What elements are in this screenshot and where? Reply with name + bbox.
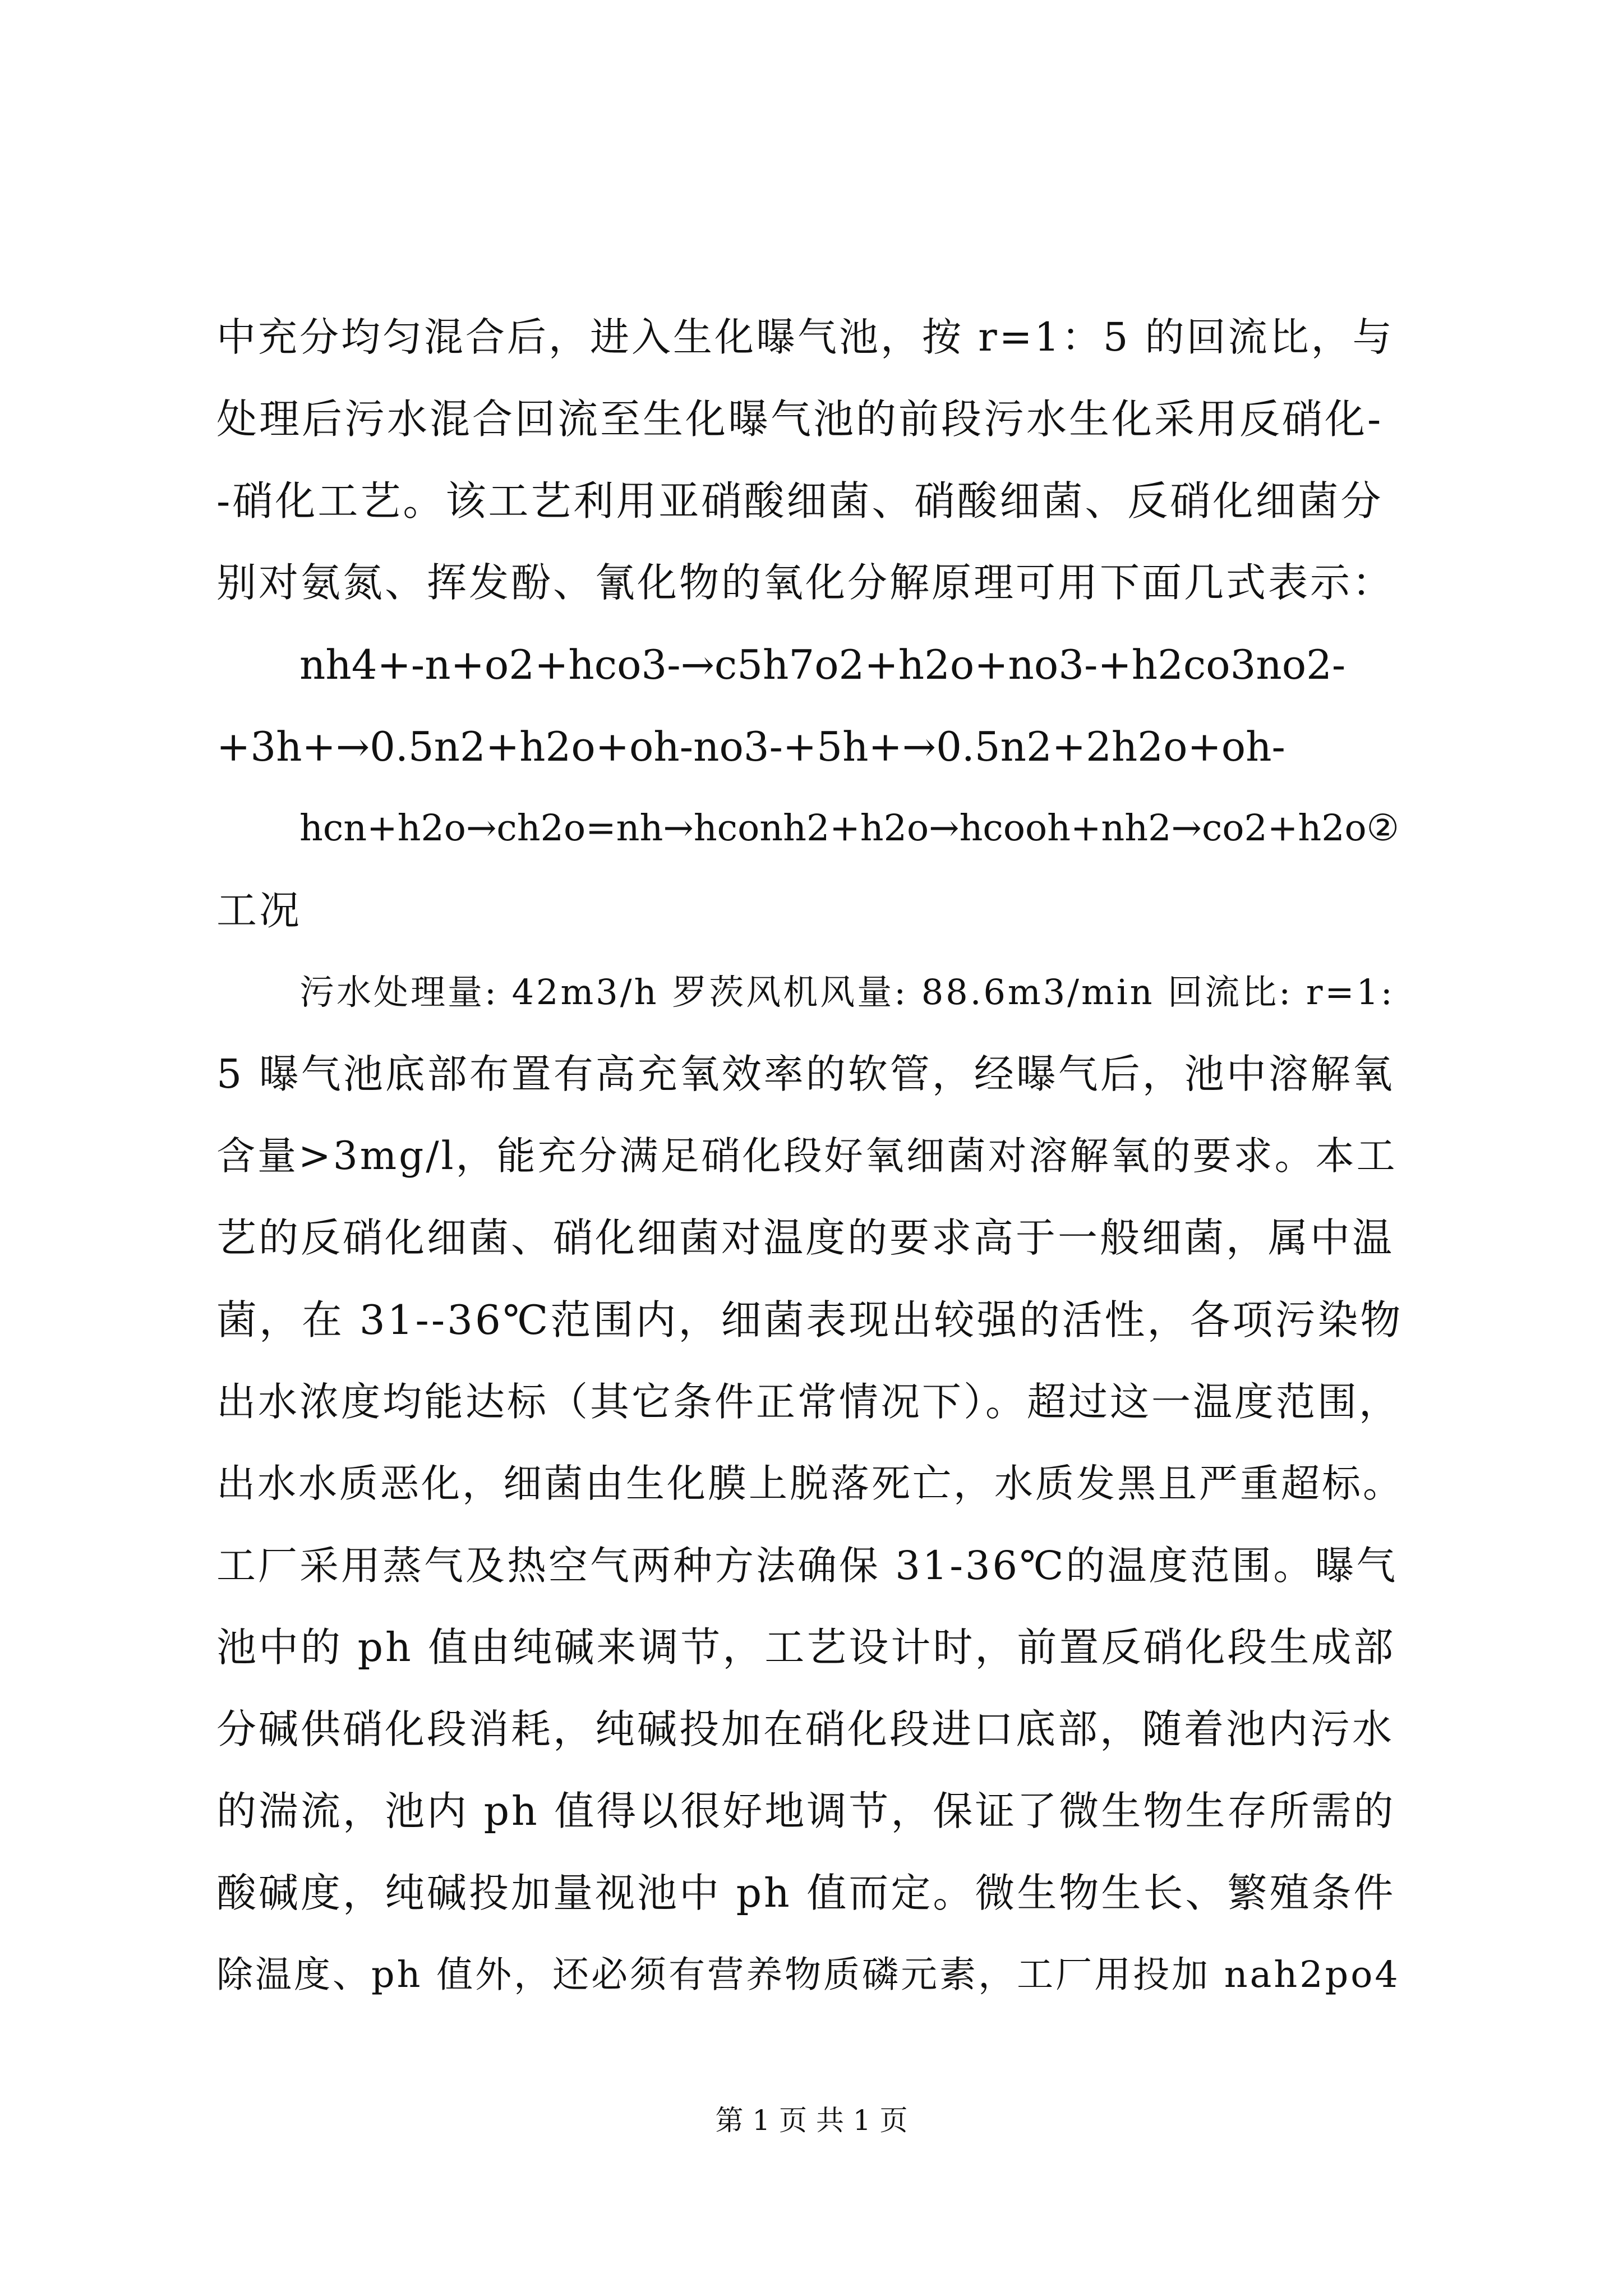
text-line: 中充分均匀混合后，进入生化曝气池，按 r=1：5 的回流比，与 — [216, 314, 1394, 360]
section-heading: 工况 — [216, 887, 302, 934]
text-line: 含量>3mg/l，能充分满足硝化段好氧细菌对溶解氧的要求。本工 — [216, 1134, 1398, 1179]
text-line: -硝化工艺。该工艺利用亚硝酸细菌、硝酸细菌、反硝化细菌分 — [216, 477, 1384, 524]
text-line: 除温度、ph 值外，还必须有营养物质磷元素，工厂用投加 nah2po4 — [216, 1954, 1400, 1996]
text-line: 处理后污水混合回流至生化曝气池的前段污水生化采用反硝化- — [216, 395, 1384, 443]
text-line: 工厂采用蒸气及热空气两种方法确保 31-36℃的温度范围。曝气 — [216, 1543, 1398, 1589]
text-line: 出水浓度均能达标（其它条件正常情况下）。超过这一温度范围， — [216, 1379, 1400, 1425]
text-line: 5 曝气池底部布置有高充氧效率的软管，经曝气后，池中溶解氧 — [216, 1051, 1395, 1097]
text-line: 分碱供硝化段消耗，纯碱投加在硝化段进口底部，随着池内污水 — [216, 1706, 1395, 1752]
text-line: 菌，在 31--36℃范围内，细菌表现出较强的活性，各项污染物 — [216, 1296, 1403, 1343]
formula-line: +3h+→0.5n2+h2o+oh-no3-+5h+→0.5n2+2h2o+oh- — [216, 723, 1285, 770]
text-line: 污水处理量: 42m3/h 罗茨风机风量: 88.6m3/min 回流比: r=1: — [299, 972, 1395, 1013]
page-number-label: 第 1 页 共 1 页 — [715, 2104, 908, 2137]
text-line: 的湍流，池内 ph 值得以很好地调节，保证了微生物生存所需的 — [216, 1788, 1396, 1834]
formula-line: hcn+h2o→ch2o=nh→hconh2+h2o→hcooh+nh2→co2+h2o② — [299, 807, 1399, 849]
formula-line: nh4+-n+o2+hco3-→c5h7o2+h2o+no3-+h2co3no2- — [299, 641, 1346, 688]
text-line: 艺的反硝化细菌、硝化细菌对温度的要求高于一般细菌，属中温 — [216, 1214, 1395, 1261]
text-line: 别对氨氮、挥发酚、氰化物的氧化分解原理可用下面几式表示： — [216, 559, 1395, 606]
text-line: 酸碱度，纯碱投加量视池中 ph 值而定。微生物生长、繁殖条件 — [216, 1870, 1396, 1916]
text-line: 出水水质恶化，细菌由生化膜上脱落死亡，水质发黑且严重超标。 — [216, 1461, 1404, 1506]
page-footer — [0, 2101, 1623, 2140]
text-line: 池中的 ph 值由纯碱来调节，工艺设计时，前置反硝化段生成部 — [216, 1624, 1396, 1671]
body-text — [216, 296, 1405, 2016]
